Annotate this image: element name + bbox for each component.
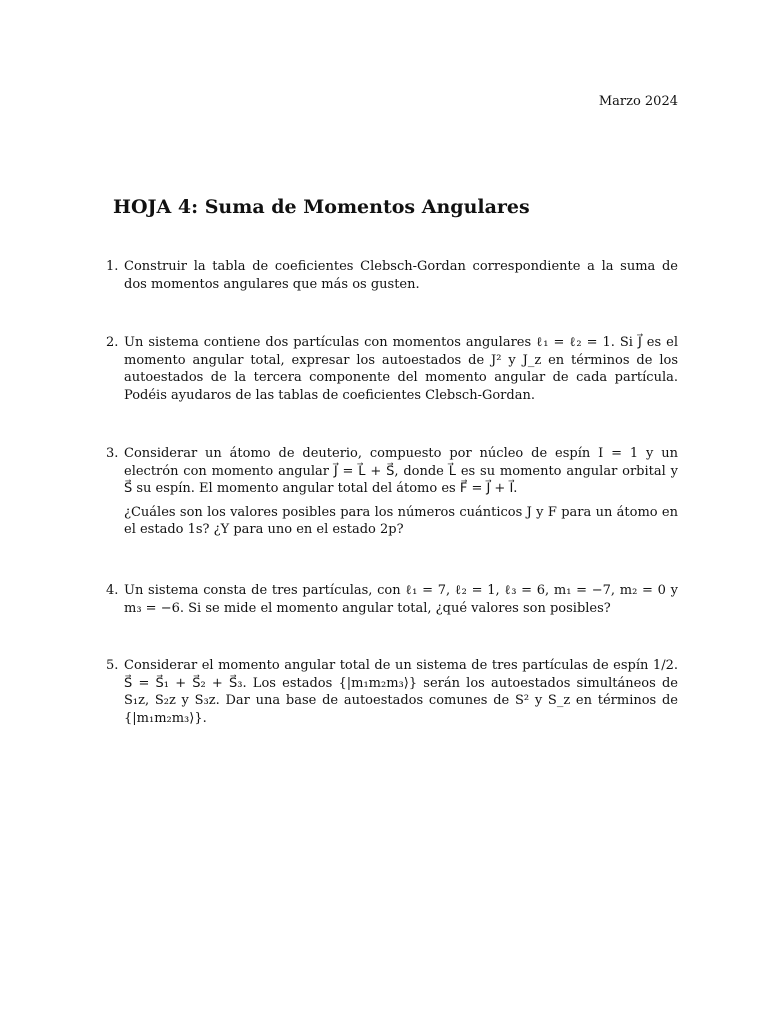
document-title: HOJA 4: Suma de Momentos Angulares <box>113 196 530 218</box>
problem-2 <box>106 334 678 410</box>
problem-number: 3. <box>106 446 119 461</box>
problem-5 <box>106 657 678 733</box>
problem-number: 4. <box>106 583 119 598</box>
problem-paragraph: Un sistema contiene dos partículas con momentos angulares ℓ₁ = ℓ₂ = 1. Si J⃗ es el momento angular total, expresar los autoestados de J² y J_z en términos de los autoestados de la tercera componente del momento angular de cada partícula. Podéis ayudaros de las tablas de coeficientes Clebsch-Gordan. <box>124 335 678 403</box>
problem-body <box>124 657 678 727</box>
problem-body <box>124 258 678 293</box>
problem-paragraph: ¿Cuáles son los valores posibles para los números cuánticos J y F para un átomo en el estado 1s? ¿Y para uno en el estado 2p? <box>124 504 678 537</box>
problem-4 <box>106 582 678 623</box>
problem-paragraph: Un sistema consta de tres partículas, con ℓ₁ = 7, ℓ₂ = 1, ℓ₃ = 6, m₁ = −7, m₂ = 0 y m₃ = −6. Si se mide el momento angular total, ¿qué valores son posibles? <box>124 583 678 616</box>
problem-body <box>124 445 678 539</box>
problem-body <box>124 334 678 404</box>
problem-paragraph: Considerar un átomo de deuterio, compuesto por núcleo de espín I = 1 y un electrón con momento angular J⃗ = L⃗ + S⃗, donde L⃗ es su momento angular orbital y S⃗ su espín. El momento angular total del átomo es F⃗ = J⃗ + I⃗. <box>124 446 678 496</box>
problem-body <box>124 582 678 617</box>
problem-paragraph: Construir la tabla de coeficientes Clebsch-Gordan correspondiente a la suma de dos momentos angulares que más os gusten. <box>124 259 678 292</box>
problem-3 <box>106 445 678 545</box>
document-date: Marzo 2024 <box>598 94 678 109</box>
problem-1 <box>106 258 678 299</box>
problem-number: 5. <box>106 658 119 673</box>
problem-paragraph: Considerar el momento angular total de un sistema de tres partículas de espín 1/2. S⃗ = S⃗₁ + S⃗₂ + S⃗₃. Los estados {|m₁m₂m₃⟩} serán los autoestados simultáneos de S₁z, S₂z y S₃z. Dar una base de autoestados comunes de S² y S_z en términos de {|m₁m₂m₃⟩}. <box>124 658 678 726</box>
problem-number: 2. <box>106 335 119 350</box>
problem-number: 1. <box>106 259 119 274</box>
